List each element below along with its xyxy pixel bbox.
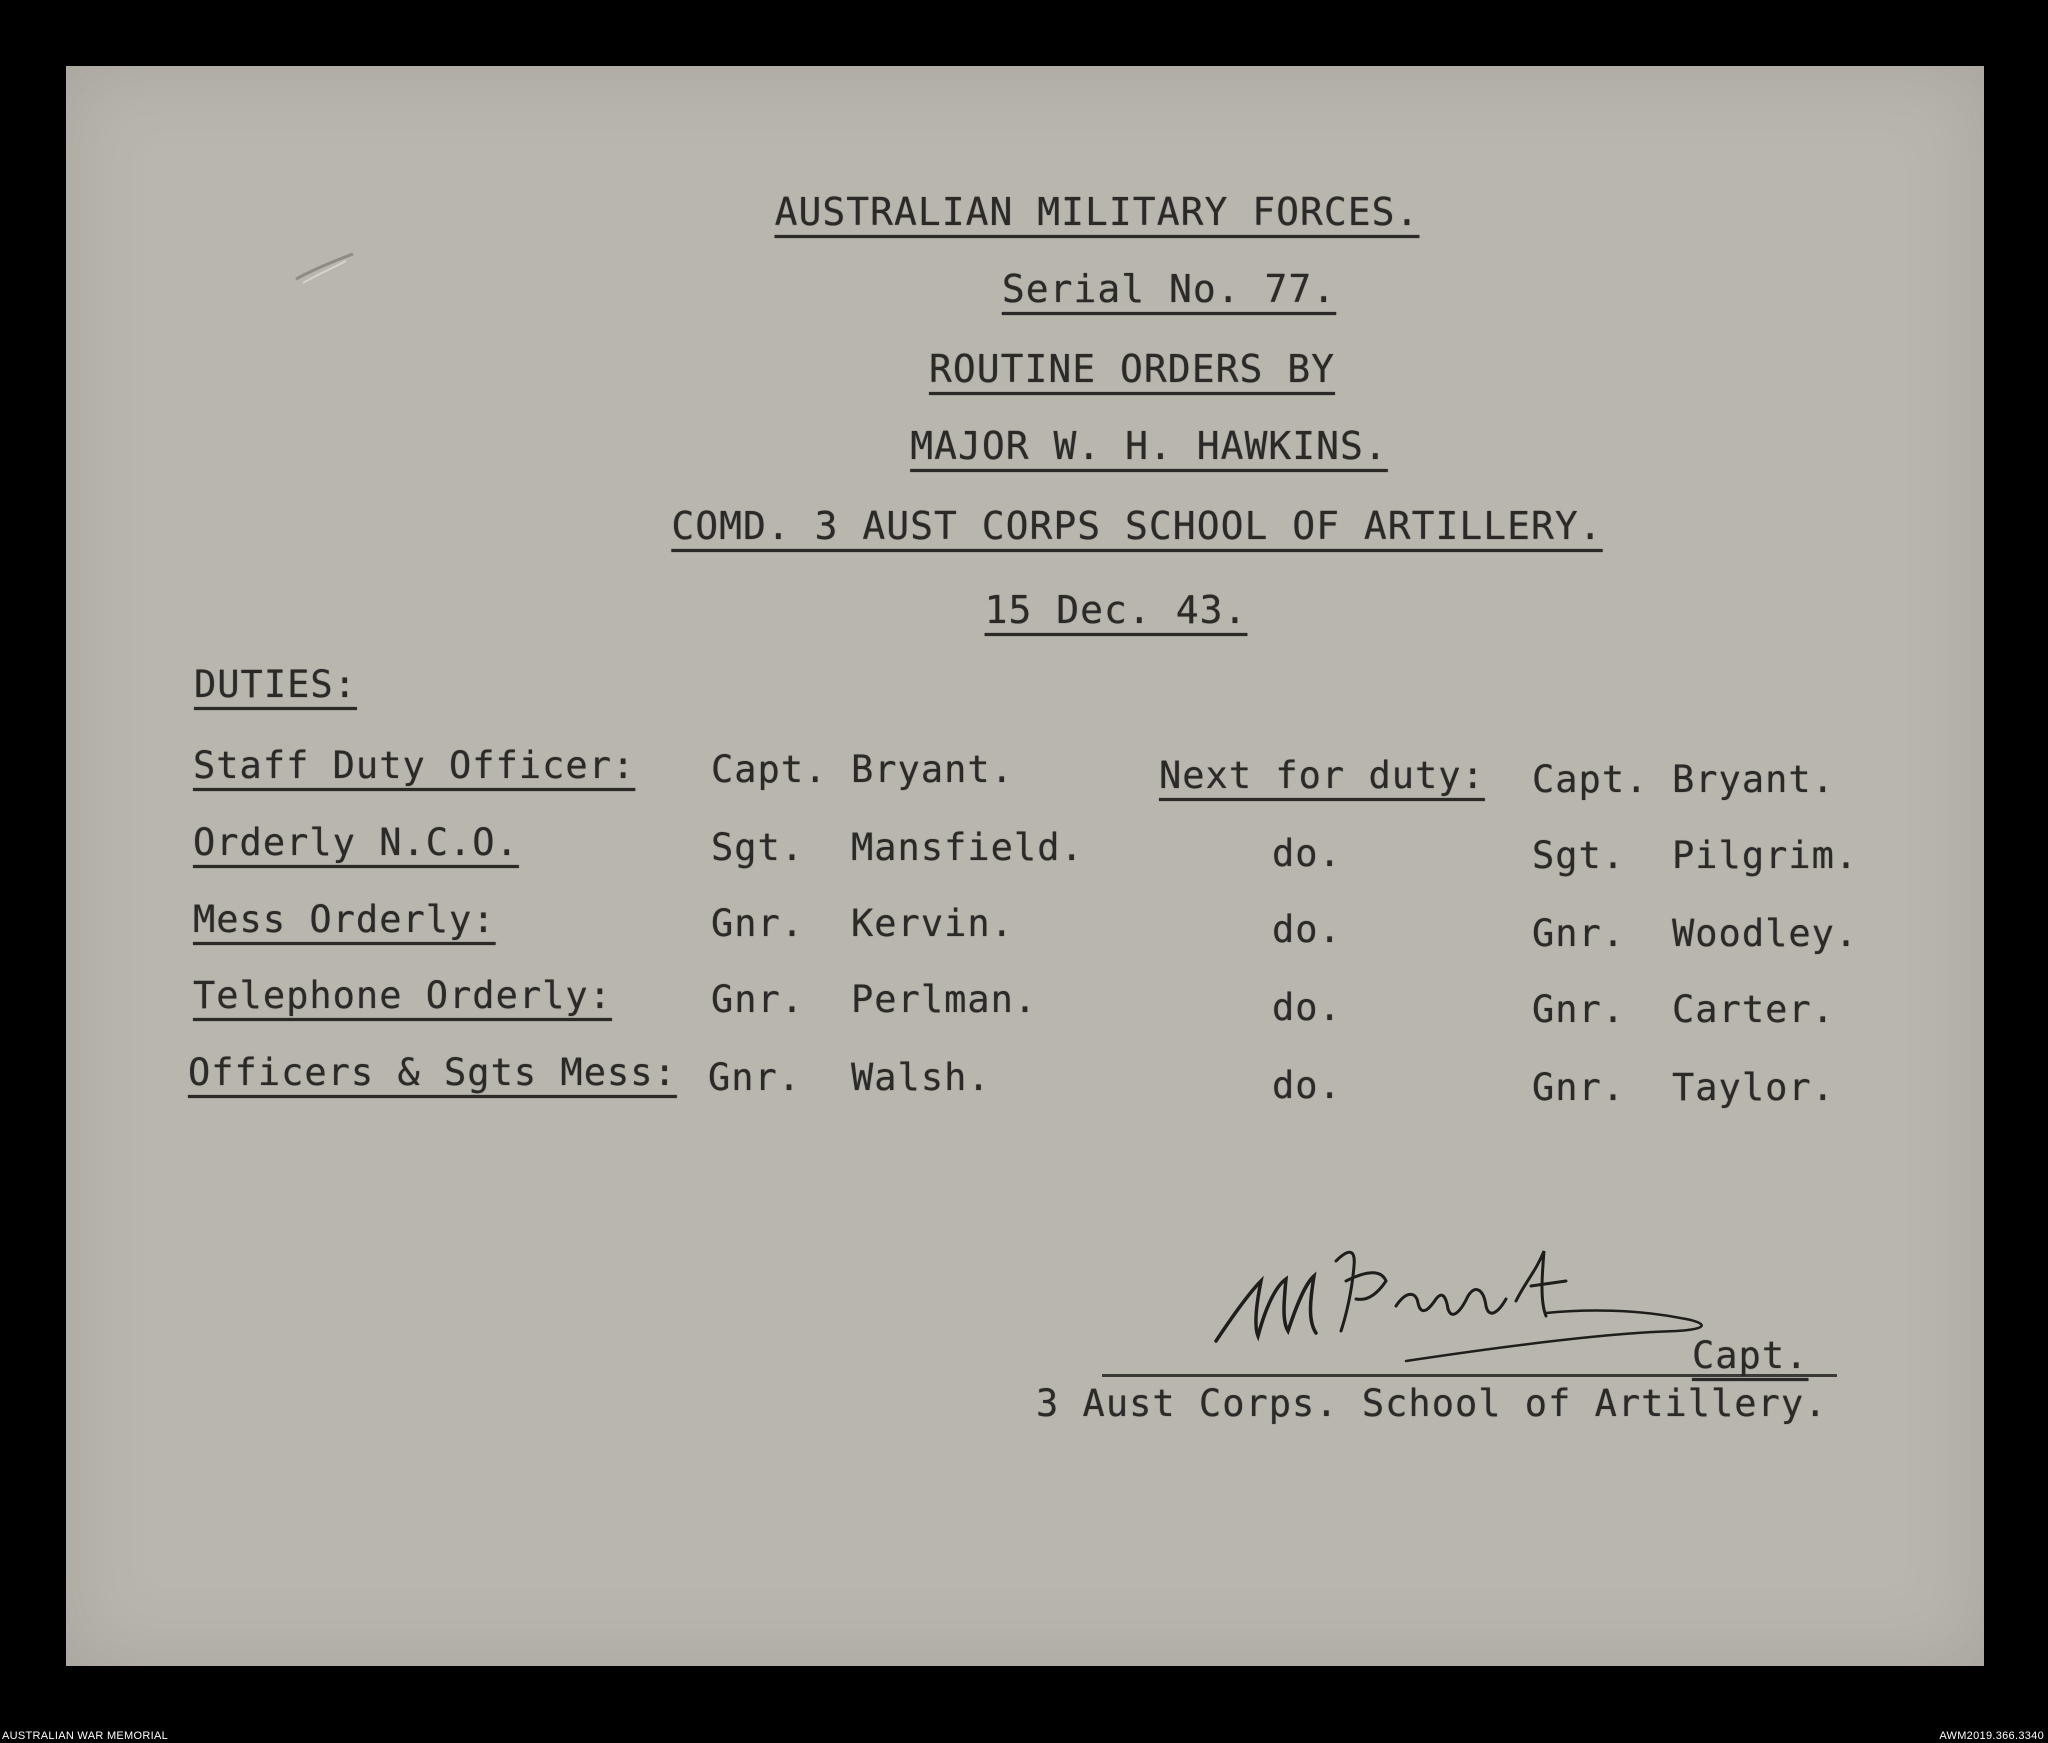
duty-role: Orderly N.C.O. (193, 821, 519, 864)
serial-number: Serial No. 77. (1001, 267, 1337, 311)
next-duty-rank: Sgt. (1532, 834, 1626, 877)
command-line: COMD. 3 AUST CORPS SCHOOL OF ARTILLERY. (671, 504, 1603, 548)
routine-orders-heading: ROUTINE ORDERS BY (929, 347, 1335, 391)
duty-role: Staff Duty Officer: (193, 744, 636, 787)
duties-heading: DUTIES: (194, 663, 357, 706)
next-duty-rank: Gnr. (1532, 1066, 1626, 1109)
next-duty-name: Bryant. (1672, 758, 1835, 801)
duty-rank: Capt. (711, 748, 828, 791)
next-duty-name: Carter. (1672, 988, 1835, 1031)
paper-scuff-mark (291, 249, 361, 289)
duty-name: Bryant. (851, 748, 1014, 791)
duty-name: Mansfield. (851, 826, 1084, 869)
next-duty-name: Pilgrim. (1672, 834, 1859, 877)
document-sheet (66, 66, 1984, 1666)
next-for-duty-heading: Next for duty: (1159, 754, 1485, 797)
duty-name: Perlman. (851, 978, 1038, 1021)
next-duty-rank: Capt. (1532, 758, 1649, 801)
next-duty-rank: Gnr. (1532, 988, 1626, 1031)
ditto-mark: do. (1272, 908, 1342, 951)
signatory-unit: 3 Aust Corps. School of Artillery. (1036, 1382, 1828, 1425)
archive-source-caption: AUSTRALIAN WAR MEMORIAL (2, 1730, 169, 1742)
signatory-rank: Capt. (1692, 1334, 1809, 1377)
issuing-officer: MAJOR W. H. HAWKINS. (910, 424, 1388, 468)
handwritten-signature (1206, 1221, 1726, 1381)
duty-rank: Gnr. (711, 978, 805, 1021)
ditto-mark: do. (1272, 1064, 1342, 1107)
duty-rank: Sgt. (711, 826, 805, 869)
document-title: AUSTRALIAN MILITARY FORCES. (774, 190, 1420, 234)
next-duty-rank: Gnr. (1532, 912, 1626, 955)
next-duty-name: Taylor. (1672, 1066, 1835, 1109)
archive-reference-caption: AWM2019.366.3340 (1939, 1730, 2044, 1742)
duty-role: Mess Orderly: (193, 898, 496, 941)
duty-rank: Gnr. (711, 902, 805, 945)
duty-rank: Gnr. (708, 1056, 802, 1099)
duty-role: Officers & Sgts Mess: (188, 1051, 677, 1094)
order-date: 15 Dec. 43. (984, 588, 1248, 632)
ditto-mark: do. (1272, 832, 1342, 875)
ditto-mark: do. (1272, 986, 1342, 1029)
duty-role: Telephone Orderly: (193, 974, 612, 1017)
next-duty-name: Woodley. (1672, 912, 1859, 955)
duty-name: Kervin. (851, 902, 1014, 945)
duty-name: Walsh. (851, 1056, 991, 1099)
